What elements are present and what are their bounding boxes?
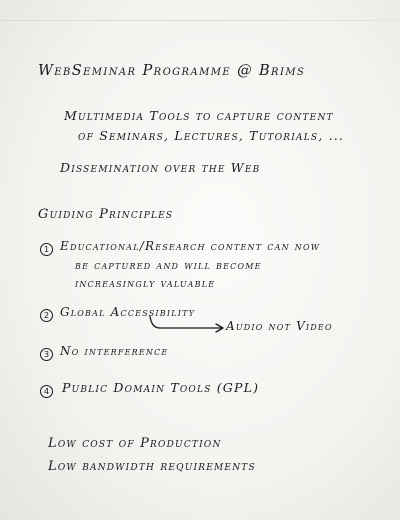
principles-heading: Guiding Principles [38,207,174,222]
principle-4-line-1: Public Domain Tools (GPL) [62,380,260,395]
right-arrow-icon [148,314,228,336]
principle-1-line-2: be captured and will become [75,258,262,272]
page-title: WebSeminar Programme @ Brims [38,63,306,79]
principle-4-number: 4 [40,385,53,398]
bottom-line-2: Low bandwidth requirements [48,459,256,474]
bottom-line-1: Low cost of Production [48,436,222,451]
principle-3-line-1: No interference [60,344,169,358]
principle-2-line-1: Global Accessibility [60,305,196,319]
intro-line-2: of Seminars, Lectures, Tutorials, ... [78,128,345,143]
intro-line-3: Dissemination over the Web [60,160,261,175]
principle-3-number: 3 [40,348,53,361]
principle-1-line-1: Educational/Research content can now [60,239,321,253]
principle-1-line-3: increasingly valuable [75,276,216,290]
principle-2-note: Audio not Video [226,319,333,333]
principle-1-number: 1 [40,243,53,256]
intro-line-1: Multimedia Tools to capture content [64,108,334,123]
principle-2-number: 2 [40,309,53,322]
paper-crease [0,20,400,21]
